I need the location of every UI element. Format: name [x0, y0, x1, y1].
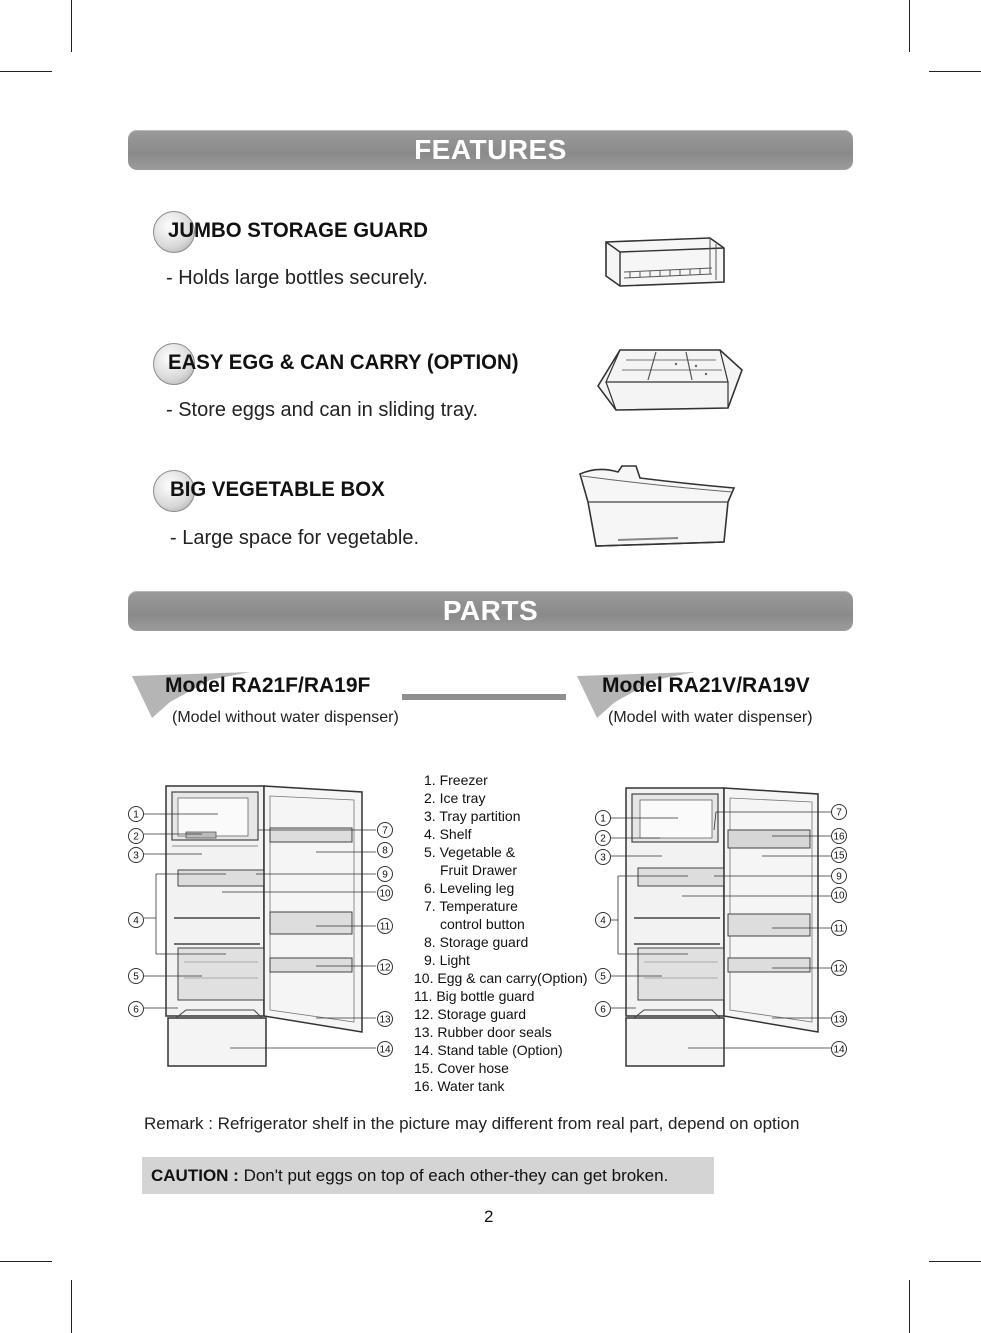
parts-list-item: 12. Storage guard	[414, 1006, 527, 1022]
crop-mark	[71, 0, 72, 52]
parts-list-item: 14. Stand table (Option)	[414, 1042, 563, 1058]
svg-text:5: 5	[600, 971, 606, 983]
model-divider	[402, 694, 566, 700]
svg-text:11: 11	[833, 923, 845, 935]
vegetable-box-image	[578, 462, 738, 552]
feature-title: EASY EGG & CAN CARRY (OPTION)	[168, 351, 519, 374]
svg-text:12: 12	[379, 962, 391, 974]
parts-list-item: 6. Leveling leg	[424, 880, 515, 896]
svg-text:13: 13	[379, 1014, 391, 1026]
svg-text:8: 8	[382, 845, 388, 857]
svg-text:1: 1	[600, 813, 606, 825]
parts-list-item: 3. Tray partition	[424, 808, 521, 824]
svg-text:11: 11	[379, 921, 391, 933]
model-left-title: Model RA21F/RA19F	[165, 674, 371, 697]
svg-text:9: 9	[382, 869, 388, 881]
svg-text:16: 16	[833, 831, 845, 843]
svg-text:9: 9	[836, 871, 842, 883]
svg-text:2: 2	[133, 831, 139, 843]
parts-list	[414, 771, 588, 1095]
feature-desc: - Store eggs and can in sliding tray.	[166, 399, 479, 421]
remark-text: Remark : Refrigerator shelf in the picture may different from real part, depend on option	[144, 1114, 800, 1133]
parts-list-item: 7. Temperature	[424, 898, 518, 914]
svg-text:12: 12	[833, 963, 845, 975]
crop-mark	[909, 1280, 910, 1333]
svg-text:1: 1	[133, 809, 139, 821]
parts-list-item: Fruit Drawer	[440, 862, 518, 878]
svg-text:10: 10	[379, 888, 391, 900]
crop-mark	[0, 1261, 52, 1262]
parts-list-item: 13. Rubber door seals	[414, 1024, 552, 1040]
features-banner	[128, 130, 853, 170]
svg-text:2: 2	[600, 833, 606, 845]
parts-heading: PARTS	[442, 595, 539, 626]
parts-list-item: 15. Cover hose	[414, 1060, 509, 1076]
page-number: 2	[484, 1207, 494, 1226]
svg-text:7: 7	[836, 807, 842, 819]
caution-text: Don't put eggs on top of each other-they can get broken.	[243, 1166, 669, 1185]
feature-title: JUMBO STORAGE GUARD	[168, 219, 428, 242]
svg-text:6: 6	[600, 1004, 606, 1016]
parts-list-item: 9. Light	[424, 952, 470, 968]
feature-desc: - Holds large bottles securely.	[166, 267, 428, 289]
svg-text:14: 14	[379, 1044, 391, 1056]
model-right-title: Model RA21V/RA19V	[602, 674, 810, 697]
model-right-subtitle: (Model with water dispenser)	[608, 709, 813, 726]
model-left-subtitle: (Model without water dispenser)	[172, 709, 399, 726]
parts-list-item: 11. Big bottle guard	[414, 988, 535, 1004]
feature-title: BIG VEGETABLE BOX	[170, 478, 385, 501]
svg-text:3: 3	[600, 852, 606, 864]
svg-text:7: 7	[382, 825, 388, 837]
parts-list-item: 4. Shelf	[424, 826, 472, 842]
fridge-diagram-left	[126, 782, 398, 1072]
feature-desc: - Large space for vegetable.	[170, 527, 420, 549]
svg-text:15: 15	[833, 850, 845, 862]
svg-text:6: 6	[133, 1004, 139, 1016]
parts-list-item: 1. Freezer	[424, 772, 488, 788]
svg-text:10: 10	[833, 890, 845, 902]
parts-list-item: control button	[440, 916, 525, 932]
svg-text:13: 13	[833, 1014, 845, 1026]
crop-mark	[929, 1261, 981, 1262]
features-heading: FEATURES	[414, 134, 567, 165]
parts-list-item: 16. Water tank	[414, 1078, 505, 1094]
parts-list-item: 8. Storage guard	[424, 934, 529, 950]
crop-mark	[71, 1280, 72, 1333]
svg-text:4: 4	[600, 915, 606, 927]
parts-list-item: 2. Ice tray	[424, 790, 486, 806]
svg-text:14: 14	[833, 1044, 845, 1056]
svg-text:4: 4	[133, 915, 139, 927]
egg-can-carry-image	[596, 344, 746, 416]
parts-banner	[128, 591, 853, 631]
crop-mark	[909, 0, 910, 52]
jumbo-storage-guard-image	[600, 234, 730, 290]
fridge-diagram-right	[592, 782, 852, 1072]
parts-list-item: 5. Vegetable &	[424, 844, 516, 860]
svg-text:5: 5	[133, 971, 139, 983]
crop-mark	[929, 71, 981, 72]
crop-mark	[0, 71, 52, 72]
caution-label: CAUTION :	[151, 1166, 239, 1185]
parts-list-item: 10. Egg & can carry(Option)	[414, 970, 588, 986]
svg-text:3: 3	[133, 850, 139, 862]
caution-box	[142, 1157, 714, 1194]
